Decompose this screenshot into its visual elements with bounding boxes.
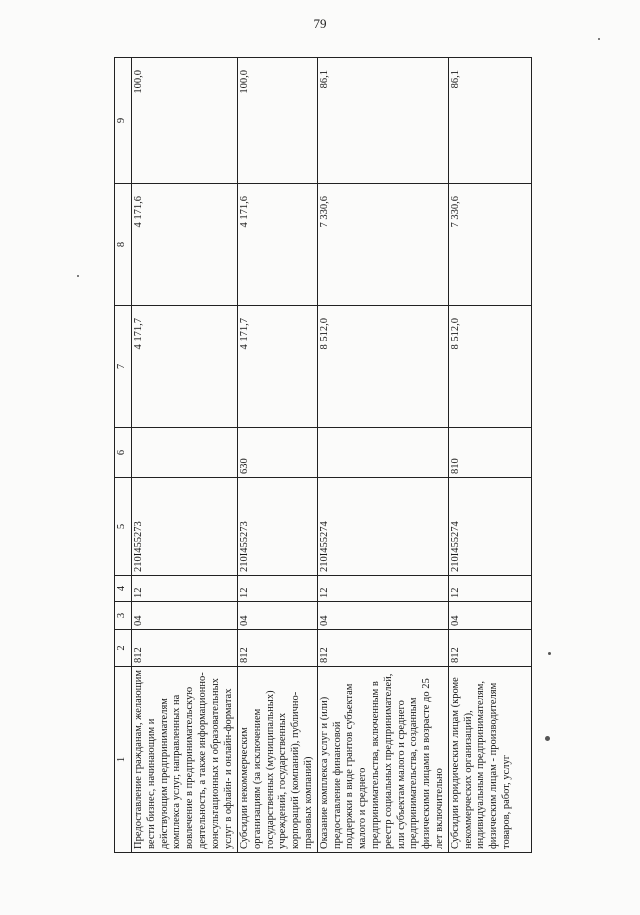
cell-expense-type [132, 428, 238, 478]
table-row [132, 58, 238, 853]
cell-amount-executed: 4 171,6 [132, 184, 238, 306]
header-col-6: 6 [115, 428, 132, 478]
cell-amount-executed: 4 171,6 [238, 184, 318, 306]
cell-expense-type: 810 [448, 428, 531, 478]
cell-subsection-code: 12 [132, 576, 238, 602]
cell-amount-executed: 7 330,6 [317, 184, 448, 306]
cell-expense-type [317, 428, 448, 478]
cell-amount-planned: 4 171,7 [132, 306, 238, 428]
cell-expense-type: 630 [238, 428, 318, 478]
header-row [115, 58, 132, 853]
scan-speck [548, 652, 551, 655]
table-row [448, 58, 531, 853]
scan-speck [598, 38, 600, 40]
row-description: Субсидии юридическим лицам (кроме некоммерческих организаций), индивидуальным предпринимателям, физическим лицам - производителям товаров, работ, услуг [448, 667, 531, 853]
cell-amount-planned: 8 512,0 [448, 306, 531, 428]
page-number: 79 [313, 16, 327, 31]
cell-target-article: 210I455273 [132, 478, 238, 576]
row-description: Оказание комплекса услуг и (или) предоставление финансовой поддержки в виде грантов субъектам малого и среднего предпринимательства, включенным в реестр социальных предпринимателей, или субъектам малого и среднего предпринимательства, созданным физическими лицами в возрасте до 25 лет включительно [317, 667, 448, 853]
cell-ministry-code: 812 [132, 630, 238, 667]
cell-ministry-code: 812 [238, 630, 318, 667]
table-row [238, 58, 318, 853]
cell-percent: 100,0 [238, 58, 318, 184]
cell-target-article: 210I455274 [317, 478, 448, 576]
cell-amount-planned: 4 171,7 [238, 306, 318, 428]
cell-subsection-code: 12 [448, 576, 531, 602]
header-col-4: 4 [115, 576, 132, 602]
scan-speck [545, 736, 550, 741]
budget-table [114, 57, 532, 853]
cell-amount-executed: 7 330,6 [448, 184, 531, 306]
cell-amount-planned: 8 512,0 [317, 306, 448, 428]
header-col-7: 7 [115, 306, 132, 428]
header-col-1: 1 [115, 667, 132, 853]
header-col-9: 9 [115, 58, 132, 184]
cell-percent: 86,1 [448, 58, 531, 184]
row-description: Предоставление гражданам, желающим вести бизнес, начинающим и действующим предпринимателям комплекса услуг, направленных на вовлечение в предпринимательскую деятельность, а также информационно-консультационных и образовательных услуг в офлайн- и онлайн-форматах [132, 667, 238, 853]
cell-section-code: 04 [448, 602, 531, 630]
cell-ministry-code: 812 [448, 630, 531, 667]
table-row [317, 58, 448, 853]
row-description: Субсидии некоммерческим организациям (за исключением государственных (муниципальных) учреждений, государственных корпораций (компаний), публично-правовых компаний) [238, 667, 318, 853]
cell-section-code: 04 [132, 602, 238, 630]
scan-speck [77, 275, 79, 277]
header-col-3: 3 [115, 602, 132, 630]
cell-percent: 86,1 [317, 58, 448, 184]
cell-ministry-code: 812 [317, 630, 448, 667]
cell-target-article: 210I455273 [238, 478, 318, 576]
budget-table-rotated [114, 58, 532, 853]
header-col-8: 8 [115, 184, 132, 306]
cell-section-code: 04 [317, 602, 448, 630]
header-col-2: 2 [115, 630, 132, 667]
cell-subsection-code: 12 [317, 576, 448, 602]
header-col-5: 5 [115, 478, 132, 576]
cell-percent: 100,0 [132, 58, 238, 184]
cell-section-code: 04 [238, 602, 318, 630]
cell-target-article: 210I455274 [448, 478, 531, 576]
cell-subsection-code: 12 [238, 576, 318, 602]
